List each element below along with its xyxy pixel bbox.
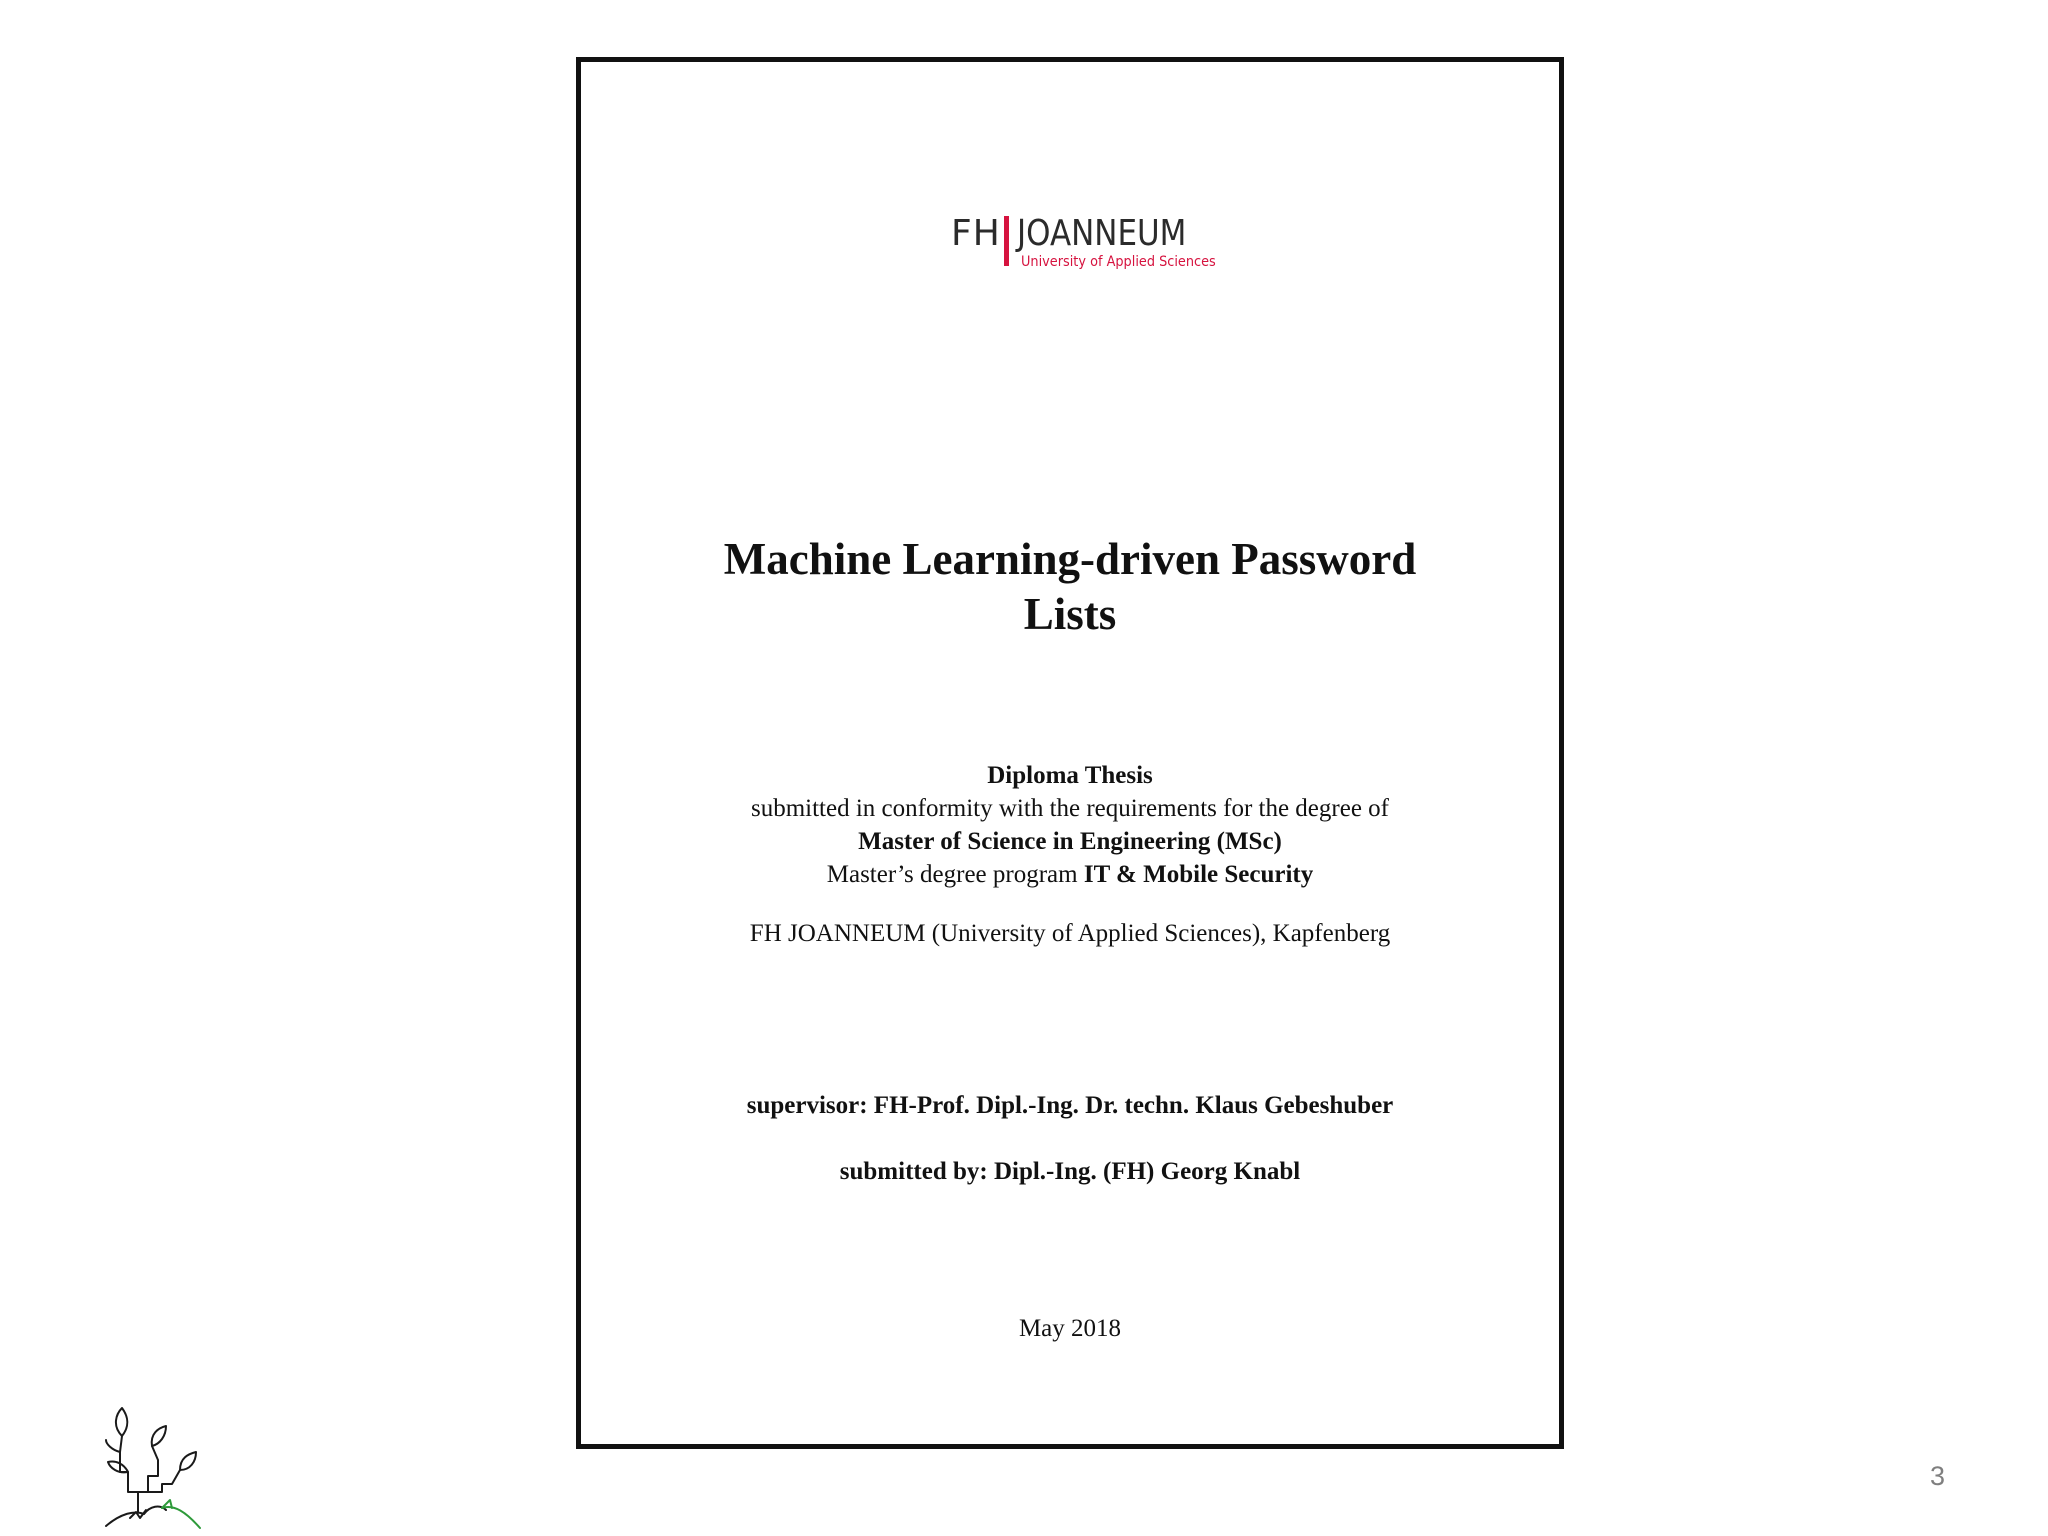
supervisor: supervisor: FH-Prof. Dipl.-Ing. Dr. techn. Klaus Gebeshuber <box>746 1092 1394 1119</box>
sprouting-plant-icon <box>100 1400 210 1530</box>
submission-date: May 2018 <box>1018 1315 1122 1342</box>
thesis-title-line-2: Lists <box>1023 589 1117 639</box>
thesis-title <box>581 532 1559 642</box>
slide-page-number: 3 <box>1930 1461 1946 1491</box>
thesis-type: Diploma Thesis <box>987 762 1153 789</box>
degree-program-name: IT & Mobile Security <box>1083 861 1314 888</box>
degree-name: Master of Science in Engineering (MSc) <box>858 828 1282 855</box>
thesis-title-line-1: Machine Learning-driven Password <box>723 534 1417 584</box>
logo-subtitle: University of Applied Sciences <box>1021 254 1216 270</box>
institution: FH JOANNEUM (University of Applied Sciences), Kapfenberg <box>749 920 1391 947</box>
logo-red-bar <box>1004 216 1009 266</box>
fh-joanneum-logo <box>951 213 1216 274</box>
logo-fh-text: FH <box>951 213 1001 254</box>
conformity-statement: submitted in conformity with the requirements for the degree of <box>750 795 1389 822</box>
logo-name-text: JOANNEUM <box>1017 213 1187 254</box>
thesis-cover-page <box>576 57 1564 1449</box>
degree-program <box>581 858 1559 891</box>
submitted-by: submitted by: Dipl.-Ing. (FH) Georg Knabl <box>839 1158 1301 1185</box>
degree-program-prefix: Master’s degree program <box>826 861 1084 888</box>
